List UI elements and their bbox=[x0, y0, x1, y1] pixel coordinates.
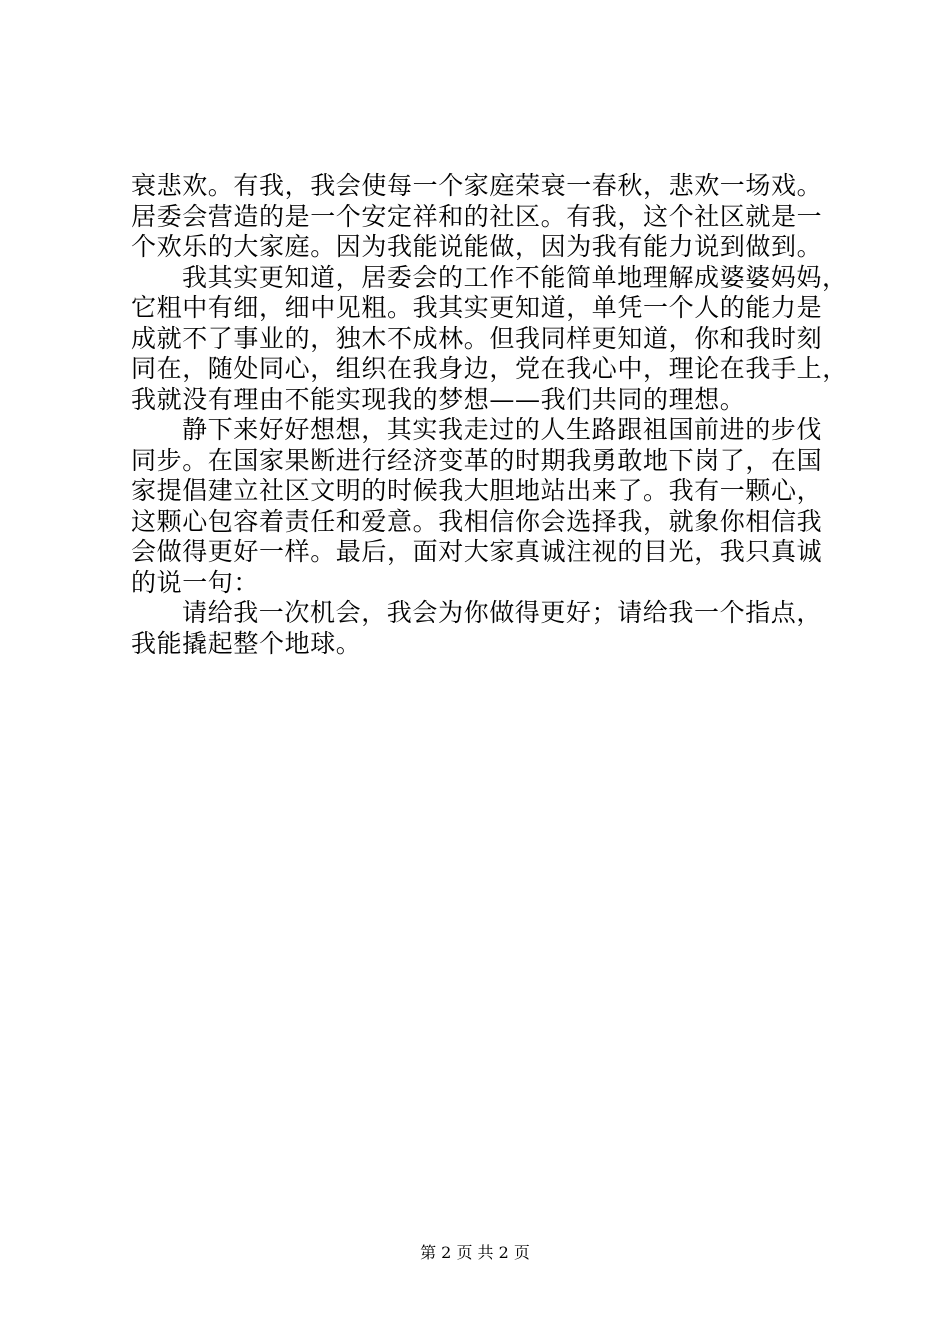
text-line: 这颗心包容着责任和爱意。我相信你会选择我，就象你相信我 bbox=[131, 506, 823, 536]
paragraph-start-line: 我其实更知道，居委会的工作不能简单地理解成婆婆妈妈， bbox=[182, 262, 848, 292]
text-line: 衰悲欢。有我，我会使每一个家庭荣衰一春秋，悲欢一场戏。 bbox=[131, 171, 823, 200]
text-line: 同在，随处同心，组织在我身边，党在我心中，理论在我手上， bbox=[131, 354, 848, 383]
text-line: 会做得更好一样。最后，面对大家真诚注视的目光，我只真诚 bbox=[131, 537, 823, 566]
document-body bbox=[131, 171, 848, 659]
text-line: 它粗中有细，细中见粗。我其实更知道，单凭一个人的能力是 bbox=[131, 293, 823, 322]
paragraph-start-line: 请给我一次机会，我会为你做得更好；请给我一个指点， bbox=[182, 598, 823, 627]
paragraph-start-line: 静下来好好想想，其实我走过的人生路跟祖国前进的步伐 bbox=[182, 415, 823, 444]
text-line: 的说一句： bbox=[131, 567, 260, 597]
page-number-label: 第 2 页 共 2 页 bbox=[420, 1243, 530, 1262]
text-line: 个欢乐的大家庭。因为我能说能做，因为我有能力说到做到。 bbox=[131, 232, 823, 261]
text-line: 居委会营造的是一个安定祥和的社区。有我，这个社区就是一 bbox=[131, 201, 823, 231]
text-line: 同步。在国家果断进行经济变革的时期我勇敢地下岗了，在国 bbox=[131, 445, 823, 475]
page-footer bbox=[0, 1243, 950, 1263]
text-line: 我就没有理由不能实现我的梦想——我们共同的理想。 bbox=[131, 384, 746, 414]
text-line: 成就不了事业的，独木不成林。但我同样更知道，你和我时刻 bbox=[131, 323, 823, 353]
text-line: 我能撬起整个地球。 bbox=[131, 628, 362, 658]
text-line: 家提倡建立社区文明的时候我大胆地站出来了。我有一颗心， bbox=[131, 476, 823, 505]
